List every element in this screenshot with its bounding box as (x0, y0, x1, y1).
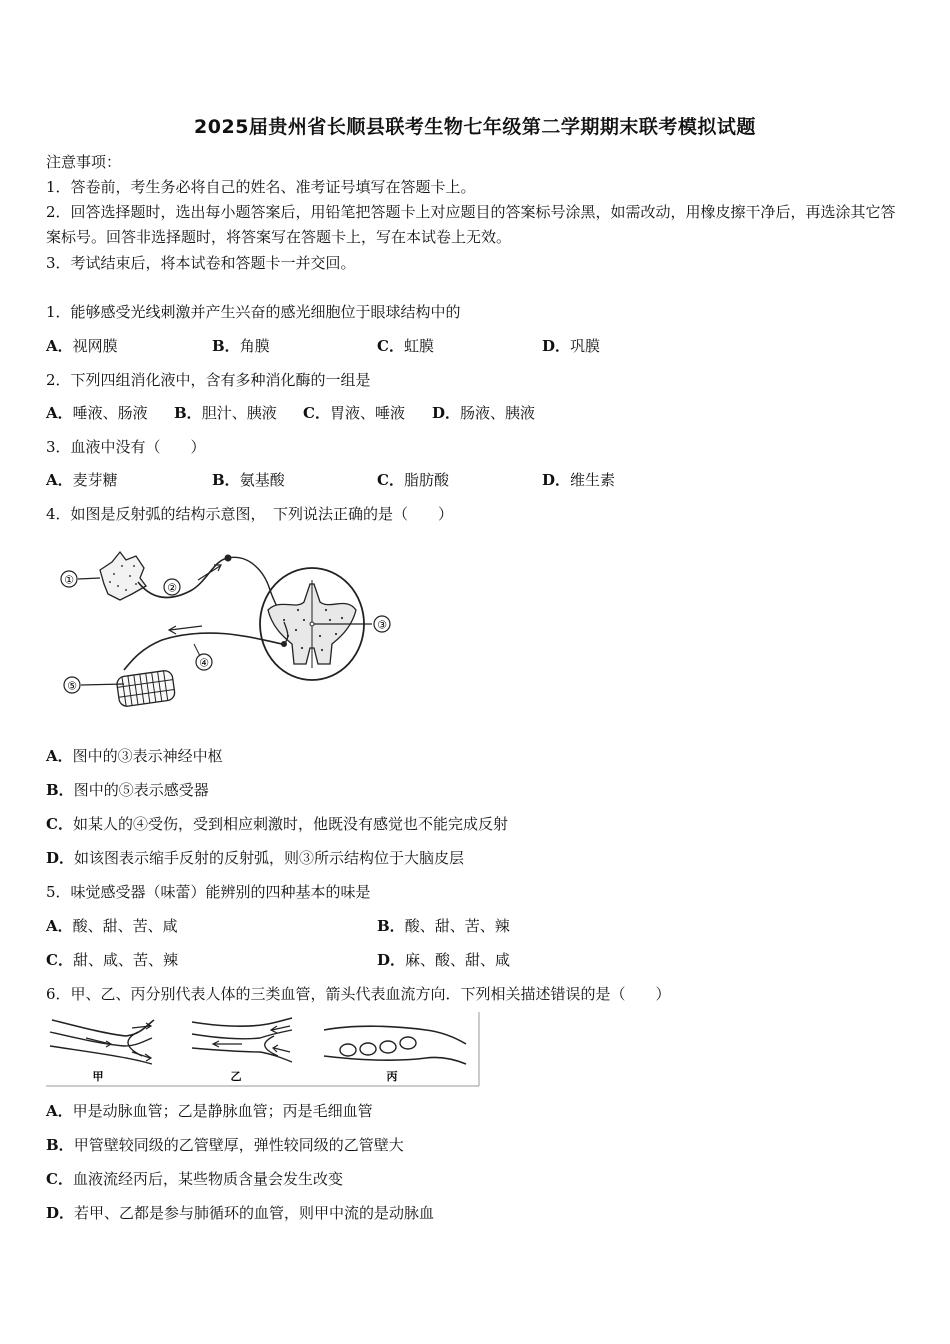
page-title: 2025届贵州省长顺县联考生物七年级第二学期期末联考模拟试题 (194, 116, 756, 138)
blood-vessels-figure (46, 1012, 481, 1088)
option-c: C．虹膜 (377, 337, 434, 355)
question-6-option-b: B．甲管壁较同级的乙管壁厚，弹性较同级的乙管壁大 (46, 1136, 404, 1154)
question-4-option-c: C．如某人的④受伤，受到相应刺激时，他既没有感觉也不能完成反射 (46, 815, 508, 833)
vessel-label-yi: 乙 (230, 1070, 242, 1083)
option-d: D．维生素 (542, 471, 616, 489)
notice-item-2: 2．回答选择题时，选出每小题答案后，用铅笔把答题卡上对应题目的答案标号涂黑，如需改动，用橡皮擦干净后，再选涂其它答案标号。回答非选择题时，将答案写在答题卡上，写在本试卷上无效。 (46, 203, 896, 246)
option-a: A．唾液、肠液 (46, 404, 148, 422)
notice-item-1: 1．答卷前，考生务必将自己的姓名、准考证号填写在答题卡上。 (46, 178, 476, 196)
question-4-option-b: B．图中的⑤表示感受器 (46, 781, 209, 799)
question-4-option-a: A．图中的③表示神经中枢 (46, 747, 223, 765)
notice-item-3: 3．考试结束后，将本试卷和答题卡一并交回。 (46, 254, 356, 272)
figure-label-4: ④ (199, 656, 209, 670)
notice-heading: 注意事项： (46, 153, 122, 171)
vessel-label-jia: 甲 (92, 1070, 104, 1083)
option-a: A．视网膜 (46, 337, 118, 355)
option-b: B．胆汁、胰液 (174, 404, 277, 422)
option-d: D．麻、酸、甜、咸 (377, 951, 511, 969)
option-a: A．酸、甜、苦、咸 (46, 917, 178, 935)
vessel-jia (50, 1020, 154, 1083)
question-6-stem: 6．甲、乙、丙分别代表人体的三类血管，箭头代表血流方向．下列相关描述错误的是（ ） (46, 985, 671, 1003)
figure-label-5: ⑤ (67, 679, 77, 693)
figure-label-2: ② (167, 581, 177, 595)
question-1-stem: 1．能够感受光线刺激并产生兴奋的感光细胞位于眼球结构中的 (46, 303, 461, 321)
question-4-stem: 4．如图是反射弧的结构示意图， 下列说法正确的是（ ） (46, 505, 454, 523)
question-6-option-a: A．甲是动脉血管；乙是静脉血管；丙是毛细血管 (46, 1102, 373, 1120)
question-3-stem: 3．血液中没有（ ） (46, 438, 206, 456)
option-b: B．酸、甜、苦、辣 (377, 917, 510, 935)
question-6-option-d: D．若甲、乙都是参与肺循环的血管，则甲中流的是动脉血 (46, 1204, 435, 1222)
option-c: C．胃液、唾液 (303, 404, 405, 422)
figure-label-1: ① (64, 573, 74, 587)
option-c: C．脂肪酸 (377, 471, 449, 489)
vessel-bing (324, 1026, 466, 1083)
question-5-stem: 5．味觉感受器（味蕾）能辨别的四种基本的味是 (46, 883, 371, 901)
vessel-yi (192, 1018, 292, 1083)
option-b: B．角膜 (212, 337, 270, 355)
figure-label-3: ③ (377, 618, 387, 632)
vessel-label-bing: 丙 (386, 1070, 398, 1083)
option-a: A．麦芽糖 (46, 471, 118, 489)
option-d: D．肠液、胰液 (432, 404, 536, 422)
reflex-arc-figure (52, 540, 402, 720)
option-c: C．甜、咸、苦、辣 (46, 951, 178, 969)
option-d: D．巩膜 (542, 337, 601, 355)
question-6-option-c: C．血液流经丙后，某些物质含量会发生改变 (46, 1170, 343, 1188)
question-4-option-d: D．如该图表示缩手反射的反射弧，则③所示结构位于大脑皮层 (46, 849, 465, 867)
question-2-stem: 2．下列四组消化液中，含有多种消化酶的一组是 (46, 371, 371, 389)
option-b: B．氨基酸 (212, 471, 285, 489)
